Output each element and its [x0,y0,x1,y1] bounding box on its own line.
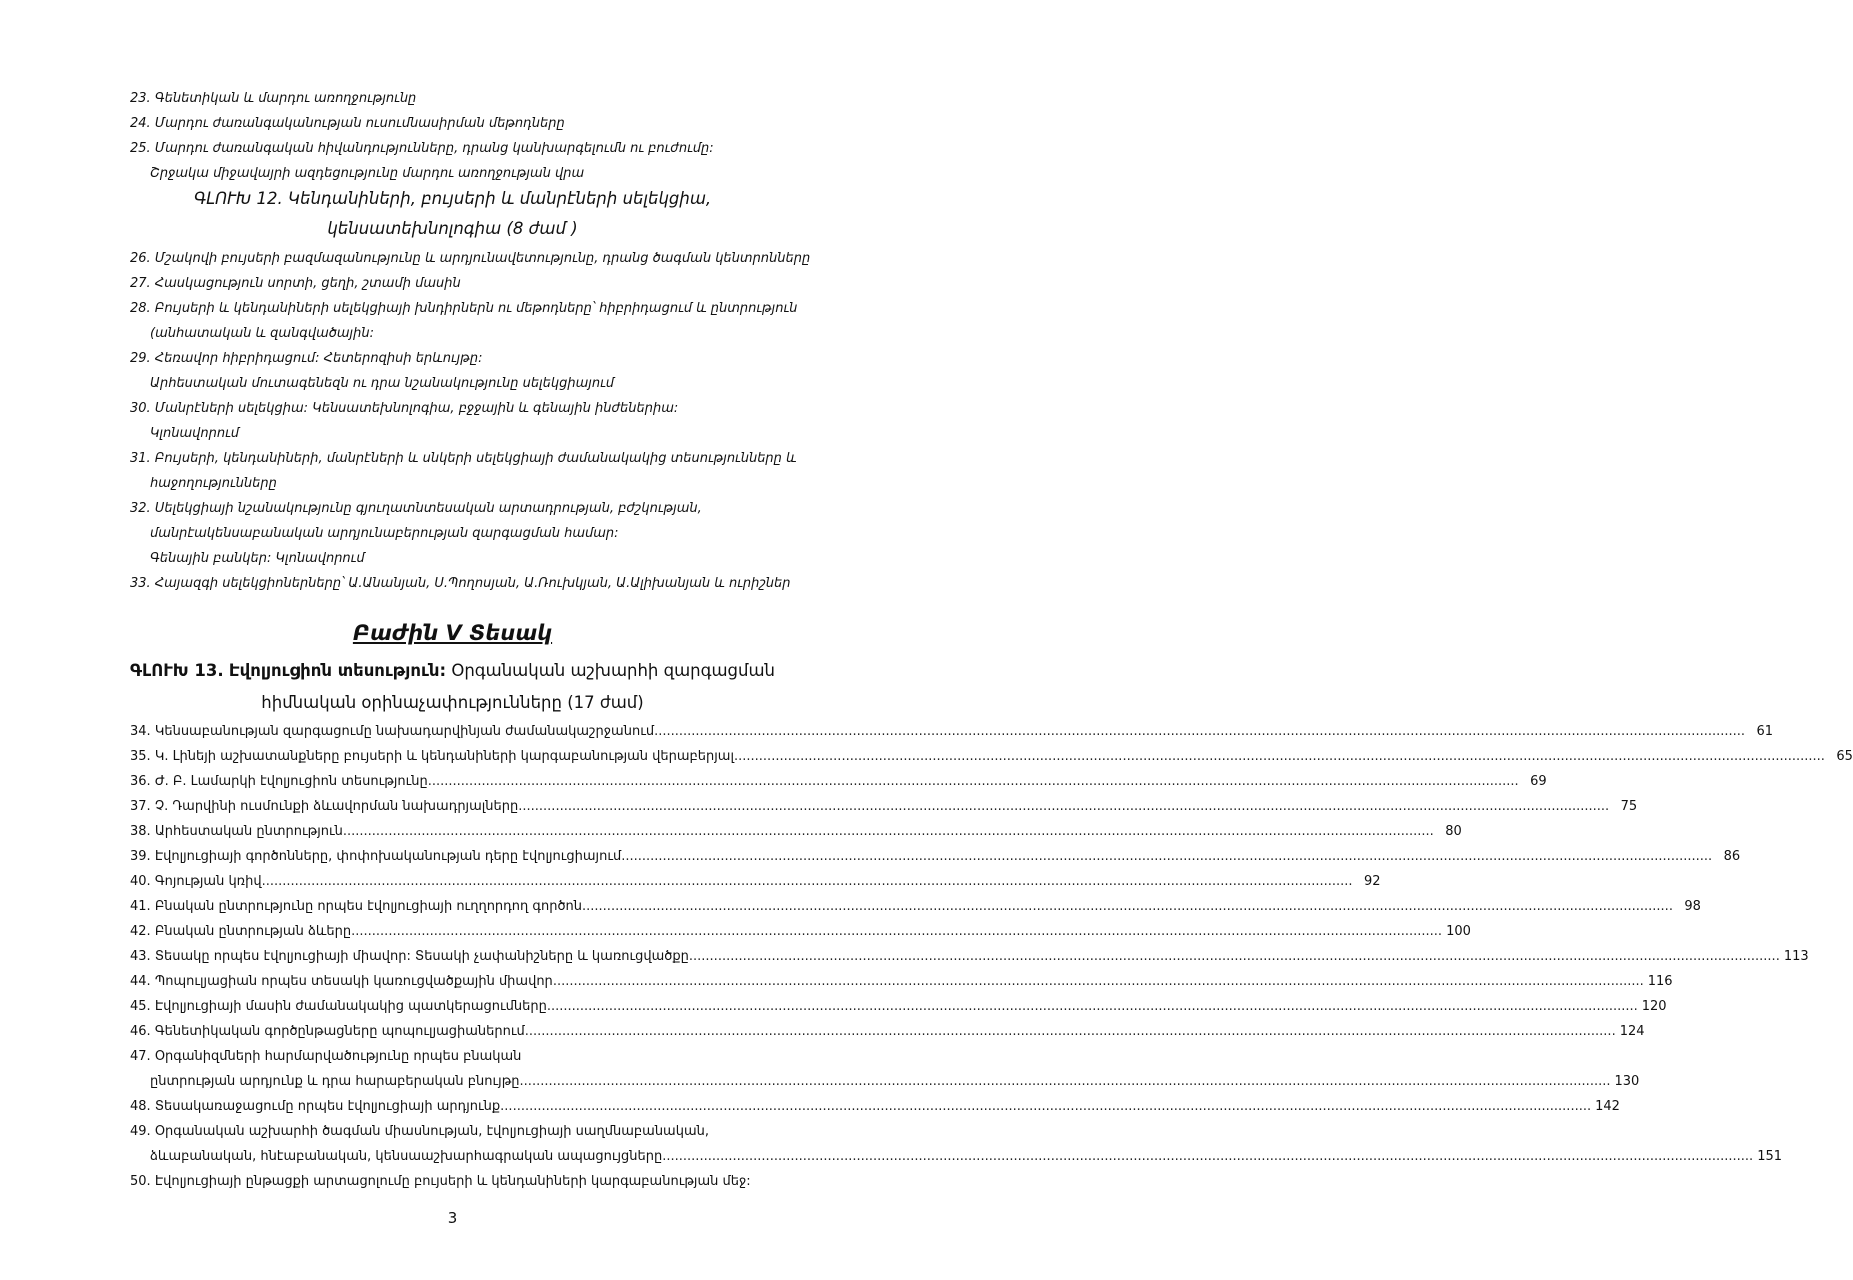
list-item: 28. Բույսերի և կենդանիների սելեկցիայի խնդիրներն ու մեթոդները՝ հիբրիդացում և ընտրություն [130,301,798,316]
list-item: 27. Հասկացություն սորտի, ցեղի, շտամի մասին [130,276,461,291]
toc-entry: 50. Էվոլյուցիայի ընթացքի արտացոլումը բույսերի և կենդանիների կարգաբանության մեջ: [130,1174,751,1189]
list-item: 33. Հայազգի սելեկցիոներները՝ Ա.Անանյան, Ս.Պողոսյան, Ա.Ռուխկյան, Ա.Ալիխանյան և ուրիշներ [130,576,791,591]
toc-entry[interactable]: 35. Կ. Լինեյի աշխատանքները բույսերի և կենդանիների կարգաբանության վերաբերյալ ..... 65 [130,749,770,764]
list-item: 31. Բույսերի, կենդանիների, մանրէների և սնկերի սելեկցիայի ժամանակակից տեսությունները և [130,451,797,466]
list-item: 29. Հեռավոր հիբրիդացում: Հետերոզիսի երևույթը: [130,351,483,366]
toc-entry[interactable]: 45. Էվոլյուցիայի մասին ժամանակակից պատկերացումները ..... 120 [130,999,770,1014]
toc-entry[interactable]: ընտրության արդյունք և դրա հարաբերական բնույթը ..... 130 [150,1074,770,1089]
toc-entry[interactable]: 44. Պոպուլյացիան որպես տեսակի կառուցվածքային միավոր ..... 116 [130,974,770,989]
list-item: 32. Սելեկցիայի նշանակությունը գյուղատնտեսական արտադրության, բժշկության, [130,501,702,516]
list-item-continuation: հաջողությունները [150,476,277,491]
toc-entry[interactable]: 38. Արհեստական ընտրություն ..... 80 [130,824,770,839]
page-number: 3 [447,1209,458,1227]
toc-entry[interactable]: 34. Կենսաբանության զարգացումը նախադարվինյան ժամանակաշրջանում ..... 61 [130,724,770,739]
toc-entry[interactable]: 43. Տեսակը որպես էվոլյուցիայի միավոր: Տեսակի չափանիշները և կառուցվածքը ..... 113 [130,949,770,964]
list-item-continuation: Շրջակա միջավայրի ազդեցությունը մարդու առողջության վրա [150,166,585,181]
toc-entry-line1: 49. Օրգանական աշխարհի ծագման միասնության, էվոլյուցիայի սաղմնաբանական, [130,1124,709,1139]
toc-entry[interactable]: 42. Բնական ընտրության ձևերը ..... 100 [130,924,770,939]
toc-entry[interactable]: 40. Գոյության կռիվ ..... 92 [130,874,770,889]
list-item-continuation: մանրէակենսաբանական արդյունաբերության զարգացման համար: [150,526,619,541]
chapter-13-heading-line2: հիմնական օրինաչափությունները (17 ժամ) [261,693,644,712]
toc-entry[interactable]: 48. Տեսակառաջացումը որպես էվոլյուցիայի արդյունք ..... 142 [130,1099,770,1114]
list-item-continuation: Գենային բանկեր: Կլոնավորում [150,551,365,566]
toc-entry[interactable]: 41. Բնական ընտրությունը որպես էվոլյուցիայի ուղղորդող գործոն ..... 98 [130,899,770,914]
toc-entry[interactable]: ձևաբանական, հնէաբանական, կենսաաշխարհագրական ապացույցները ..... 151 [150,1149,770,1164]
list-item: 24. Մարդու ժառանգականության ուսումնասիրման մեթոդները [130,116,565,131]
list-item: 26. Մշակովի բույսերի բազմազանությունը և արդյունավետությունը, դրանց ծագման կենտրոնները [130,251,811,266]
list-item: 25. Մարդու ժառանգական հիվանդությունները, դրանց կանխարգելումն ու բուժումը: [130,141,714,156]
toc-entry[interactable]: 37. Չ. Դարվինի ուսմունքի ձևավորման նախադրյալները ..... 75 [130,799,770,814]
chapter-12-heading-line1: ԳԼՈՒԽ 12. Կենդանիների, բույսերի և մանրէների սելեկցիա, [193,189,712,208]
list-item-continuation: Արհեստական մուտագենեզն ու դրա նշանակությունը սելեկցիայում [150,376,615,391]
toc-entry[interactable]: 46. Գենետիկական գործընթացները պոպուլյացիաներում ..... 124 [130,1024,770,1039]
toc-entry[interactable]: 39. Էվոլյուցիայի գործոնները, փոփոխականության դերը էվոլյուցիայում ..... 86 [130,849,770,864]
chapter-13-heading-line1: ԳԼՈՒԽ 13. Էվոլյուցիոն տեսություն: Օրգանական աշխարհի զարգացման [130,661,775,680]
list-item-continuation: (անհատական և զանգվածային: [150,326,374,341]
list-item-continuation: Կլոնավորում [150,426,240,441]
list-item: 30. Մանրէների սելեկցիա: Կենսատեխնոլոգիա, բջջային և գենային ինժեներիա: [130,401,679,416]
chapter-12-heading-line2: կենսատեխնոլոգիա (8 ժամ ) [327,219,578,238]
toc-entry[interactable]: 36. Ժ. Բ. Լամարկի էվոլյուցիոն տեսությունը ..... 69 [130,774,770,789]
toc-entry-line1: 47. Օրգանիզմների հարմարվածությունը որպես բնական [130,1049,522,1064]
list-item: 23. Գենետիկան և մարդու առողջությունը [130,91,417,106]
part-heading: Բաժին V Տեսակ [352,621,553,645]
